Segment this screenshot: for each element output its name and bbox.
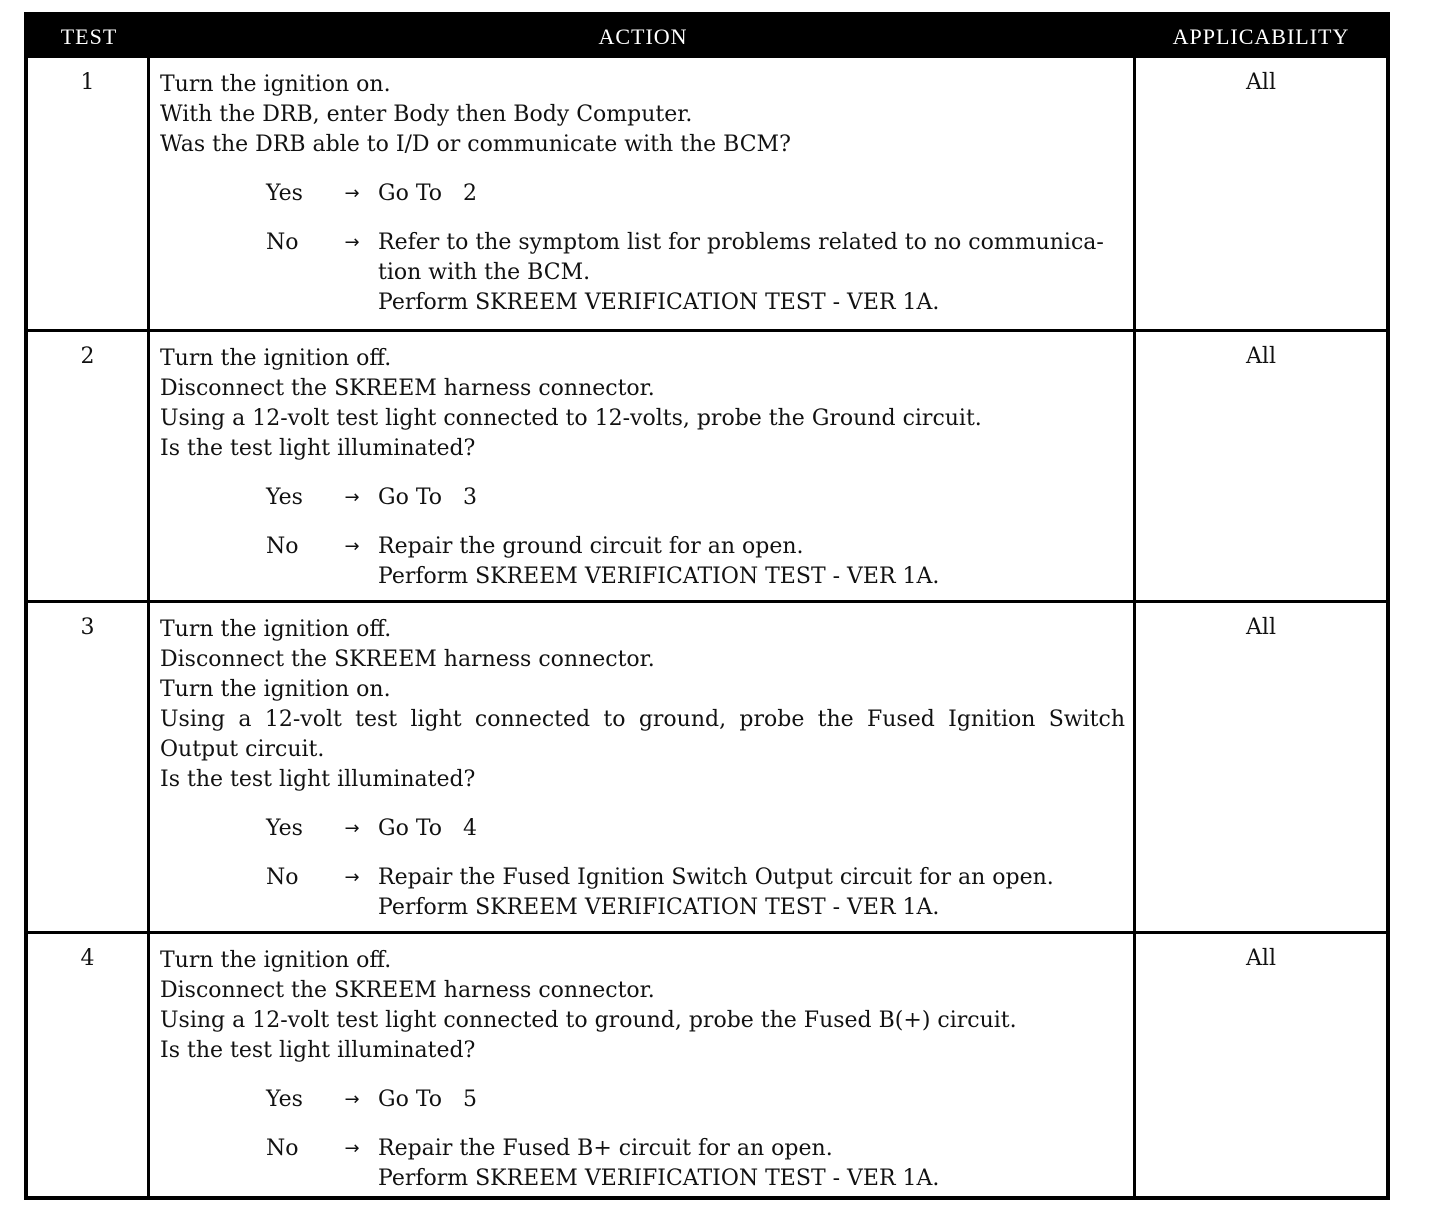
action-cell <box>150 931 1136 1196</box>
test-number-cell: 2 <box>28 329 150 600</box>
action-step: Using a 12-volt test light connected to ground, probe the Fused Ignition Switch Output circuit. <box>160 707 1125 762</box>
no-result-line: Perform SKREEM VERIFICATION TEST - VER 1A. <box>378 290 940 315</box>
action-cell <box>150 329 1136 600</box>
no-outcome <box>266 532 1125 592</box>
no-result <box>378 532 1125 592</box>
applicability-cell: All <box>1246 70 1276 95</box>
arrow-right-icon: → <box>344 867 360 888</box>
action-step: Is the test light illuminated? <box>160 1038 476 1063</box>
no-result <box>378 863 1125 923</box>
test-number-cell: 1 <box>28 58 150 329</box>
yes-outcome <box>266 814 1125 844</box>
no-result-line: Repair the ground circuit for an open. <box>378 534 804 559</box>
no-outcome <box>266 228 1125 318</box>
arrow-right-icon: → <box>344 1138 360 1159</box>
yes-label: Yes <box>266 181 303 206</box>
arrow-right-icon: → <box>344 232 360 253</box>
action-step: Disconnect the SKREEM harness connector. <box>160 647 655 672</box>
header-action: ACTION <box>150 16 1136 58</box>
action-cell <box>150 58 1136 329</box>
no-result-line: Refer to the symptom list for problems related to no communica- <box>378 230 1104 255</box>
no-label: No <box>266 230 299 255</box>
yes-result: Go To 4 <box>378 816 477 841</box>
yes-result: Go To 3 <box>378 485 477 510</box>
action-step: Disconnect the SKREEM harness connector. <box>160 376 655 401</box>
action-cell <box>150 600 1136 931</box>
applicability-cell: All <box>1136 600 1386 931</box>
no-result-line: Repair the Fused B+ circuit for an open. <box>378 1136 833 1161</box>
no-label: No <box>266 534 299 559</box>
diagnostic-test-table <box>24 12 1390 1200</box>
action-step: Turn the ignition off. <box>160 948 392 973</box>
arrow-right-icon: → <box>344 1089 360 1110</box>
header-applicability: APPLICABILITY <box>1136 16 1386 58</box>
no-label: No <box>266 865 299 890</box>
no-result-line: Perform SKREEM VERIFICATION TEST - VER 1A. <box>378 1166 940 1191</box>
action-step: Is the test light illuminated? <box>160 436 476 461</box>
arrow-right-icon: → <box>344 487 360 508</box>
no-result-line: Repair the Fused Ignition Switch Output circuit for an open. <box>378 865 1054 890</box>
arrow-right-icon: → <box>344 536 360 557</box>
test-number-cell: 3 <box>28 600 150 931</box>
arrow-right-icon: → <box>344 183 360 204</box>
action-step: Turn the ignition off. <box>160 346 392 371</box>
applicability-cell: All <box>1136 329 1386 600</box>
yes-label: Yes <box>266 485 303 510</box>
yes-label: Yes <box>266 1087 303 1112</box>
no-label: No <box>266 1136 299 1161</box>
arrow-right-icon: → <box>344 818 360 839</box>
no-outcome <box>266 863 1125 923</box>
no-result <box>378 228 1125 318</box>
no-result <box>378 1134 1125 1194</box>
no-result-line: tion with the BCM. <box>378 260 591 285</box>
yes-outcome <box>266 1085 1125 1115</box>
yes-result: Go To 5 <box>378 1087 477 1112</box>
action-step: Using a 12-volt test light connected to ground, probe the Fused B(+) circuit. <box>160 1008 1017 1033</box>
no-result-line: Perform SKREEM VERIFICATION TEST - VER 1A. <box>378 895 940 920</box>
action-step: Turn the ignition on. <box>160 72 391 97</box>
yes-outcome <box>266 483 1125 513</box>
action-step: Was the DRB able to I/D or communicate with the BCM? <box>160 132 791 157</box>
action-step: Turn the ignition off. <box>160 617 392 642</box>
action-step: Using a 12-volt test light connected to 12-volts, probe the Ground circuit. <box>160 406 982 431</box>
action-step: With the DRB, enter Body then Body Computer. <box>160 102 693 127</box>
yes-result: Go To 2 <box>378 181 477 206</box>
no-outcome <box>266 1134 1125 1194</box>
action-step: Disconnect the SKREEM harness connector. <box>160 978 655 1003</box>
no-result-line: Perform SKREEM VERIFICATION TEST - VER 1A. <box>378 564 940 589</box>
action-step: Turn the ignition on. <box>160 677 391 702</box>
yes-label: Yes <box>266 816 303 841</box>
test-number-cell: 4 <box>28 931 150 1196</box>
yes-outcome <box>266 179 1125 209</box>
applicability-cell: All <box>1136 931 1386 1196</box>
header-test: TEST <box>28 16 150 58</box>
action-step: Is the test light illuminated? <box>160 767 476 792</box>
